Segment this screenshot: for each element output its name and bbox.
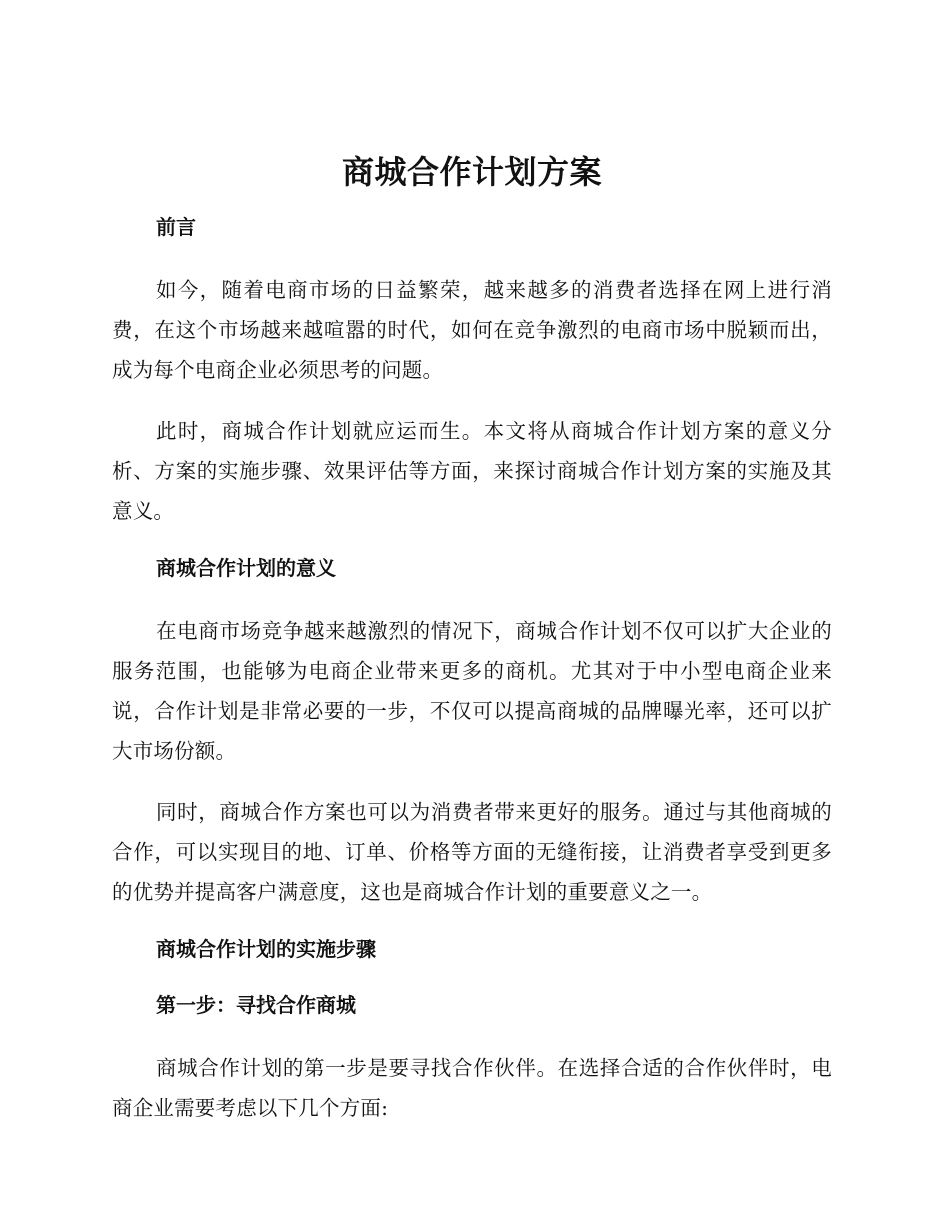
subsection-heading: 第一步：寻找合作商城	[156, 993, 356, 1017]
document-title: 商城合作计划方案	[341, 153, 602, 191]
section-significance	[112, 555, 832, 912]
paragraph: 在电商市场竞争越来越激烈的情况下，商城合作计划不仅可以扩大企业的服务范围，也能够为电商企业带来更多的商机。尤其对于中小型电商企业来说，合作计划是非常必要的一步，不仅可以提高商城的品牌曝光率，还可以扩大市场份额。	[112, 619, 832, 763]
paragraph: 同时，商城合作方案也可以为消费者带来更好的服务。通过与其他商城的合作，可以实现目的地、订单、价格等方面的无缝衔接，让消费者享受到更多的优势并提高客户满意度，这也是商城合作计划的重要意义之一。	[112, 800, 832, 904]
section-preface	[112, 214, 832, 531]
section-heading: 前言	[156, 215, 196, 239]
section-step-one	[112, 992, 832, 1128]
document-body	[112, 148, 832, 1149]
paragraph: 商城合作计划的第一步是要寻找合作伙伴。在选择合适的合作伙伴时，电商企业需要考虑以下几个方面:	[112, 1056, 832, 1120]
paragraph: 如今，随着电商市场的日益繁荣，越来越多的消费者选择在网上进行消费，在这个市场越来越喧嚣的时代，如何在竞争激烈的电商市场中脱颖而出，成为每个电商企业必须思考的问题。	[112, 278, 832, 382]
section-heading: 商城合作计划的实施步骤	[156, 937, 376, 961]
paragraph: 此时，商城合作计划就应运而生。本文将从商城合作计划方案的意义分析、方案的实施步骤、效果评估等方面，来探讨商城合作计划方案的实施及其意义。	[112, 419, 832, 523]
section-implementation-steps	[112, 936, 832, 962]
section-heading: 商城合作计划的意义	[156, 556, 336, 580]
